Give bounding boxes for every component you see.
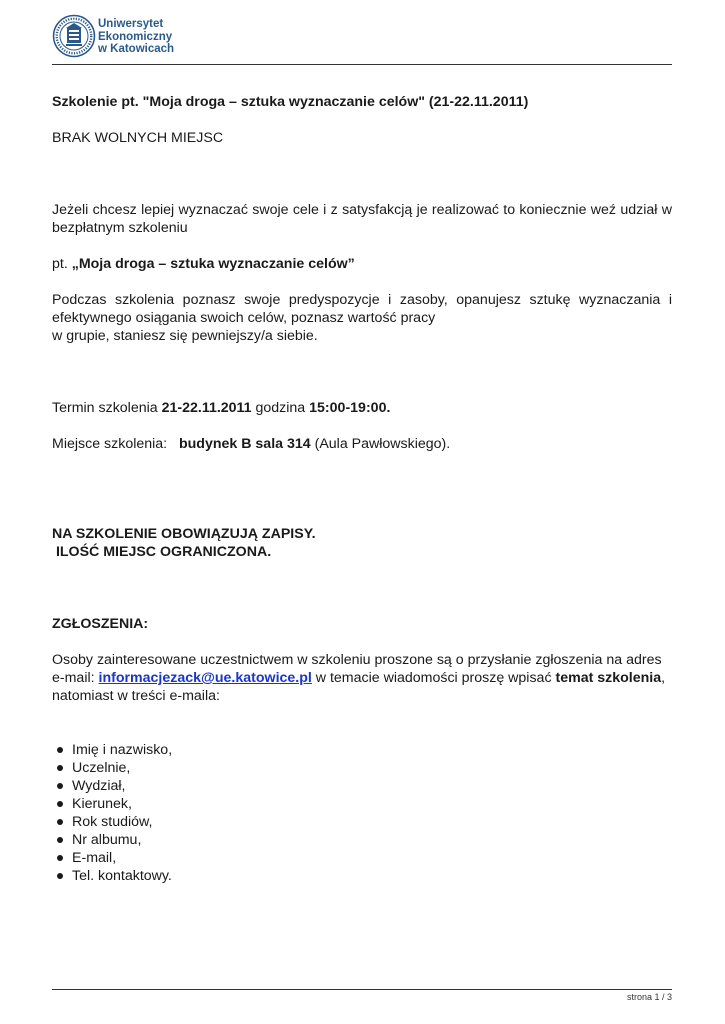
applications-text-2: w temacie wiadomości proszę wpisać <box>311 670 556 686</box>
term-mid: godzina <box>251 400 310 416</box>
list-item: Rok studiów, <box>72 813 672 831</box>
term-dates: 21-22.11.2011 <box>161 400 252 416</box>
required-fields-list <box>52 741 672 885</box>
training-name-prefix: pt. <box>52 256 72 272</box>
footer-divider <box>52 989 672 990</box>
limited-seats-notice: ILOŚĆ MIEJSC OGRANICZONA. <box>52 544 272 560</box>
applications-heading: ZGŁOSZENIA: <box>52 616 149 632</box>
page-number: strona 1 / 3 <box>626 992 672 1002</box>
list-item: Kierunek, <box>72 795 672 813</box>
status-notice: BRAK WOLNYCH MIEJSC <box>52 130 224 146</box>
email-link[interactable]: informacjezack@ue.katowice.pl <box>98 670 312 686</box>
university-name-line2: Ekonomiczny <box>98 30 173 43</box>
place-line <box>52 435 672 453</box>
article-body <box>52 93 672 885</box>
university-seal-icon <box>52 14 96 58</box>
place-details: (Aula Pawłowskiego). <box>310 436 451 452</box>
term-line <box>52 399 672 417</box>
list-item: E-mail, <box>72 849 672 867</box>
list-item: Imię i nazwisko, <box>72 741 672 759</box>
page-header <box>52 14 672 64</box>
article-title: Szkolenie pt. "Moja droga – sztuka wyznaczanie celów" (21-22.11.2011) <box>52 94 529 110</box>
applications-subject: temat szkolenia <box>555 670 662 686</box>
header-divider <box>52 64 672 65</box>
training-name <box>52 255 672 273</box>
term-hours: 15:00-19:00. <box>309 400 391 416</box>
list-item: Uczelnie, <box>72 759 672 777</box>
applications-text-3: , natomiast w treści e-maila: <box>52 670 666 704</box>
description-paragraph: Podczas szkolenia poznasz swoje predyspozycje i zasoby, opanujesz sztukę wyznaczania i efektywnego osiągania swoich celów, poznasz wartość pracy <box>52 292 672 326</box>
university-name <box>98 18 174 56</box>
list-item: Nr albumu, <box>72 831 672 849</box>
intro-paragraph: Jeżeli chcesz lepiej wyznaczać swoje cele i z satysfakcją je realizować to koniecznie weź udział w bezpłatnym szkoleniu <box>52 202 672 236</box>
list-item: Wydział, <box>72 777 672 795</box>
applications-paragraph <box>52 651 672 705</box>
place-label: Miejsce szkolenia: <box>52 436 179 452</box>
term-label: Termin szkolenia <box>52 400 162 416</box>
registration-notice: NA SZKOLENIE OBOWIĄZUJĄ ZAPISY. <box>52 526 316 542</box>
list-item: Tel. kontaktowy. <box>72 867 672 885</box>
training-name-title: „Moja droga – sztuka wyznaczanie celów” <box>71 256 355 272</box>
place-room: budynek B sala 314 <box>178 436 311 452</box>
university-name-line1: Uniwersytet <box>98 18 164 30</box>
applications-text: Osoby zainteresowane uczestnictwem w szkoleniu proszone są o przysłanie zgłoszenia na adres e-mail: <box>52 652 662 686</box>
description-line: w grupie, staniesz się pewniejszy/a siebie. <box>52 328 318 344</box>
university-name-line3: w Katowicach <box>98 43 175 55</box>
